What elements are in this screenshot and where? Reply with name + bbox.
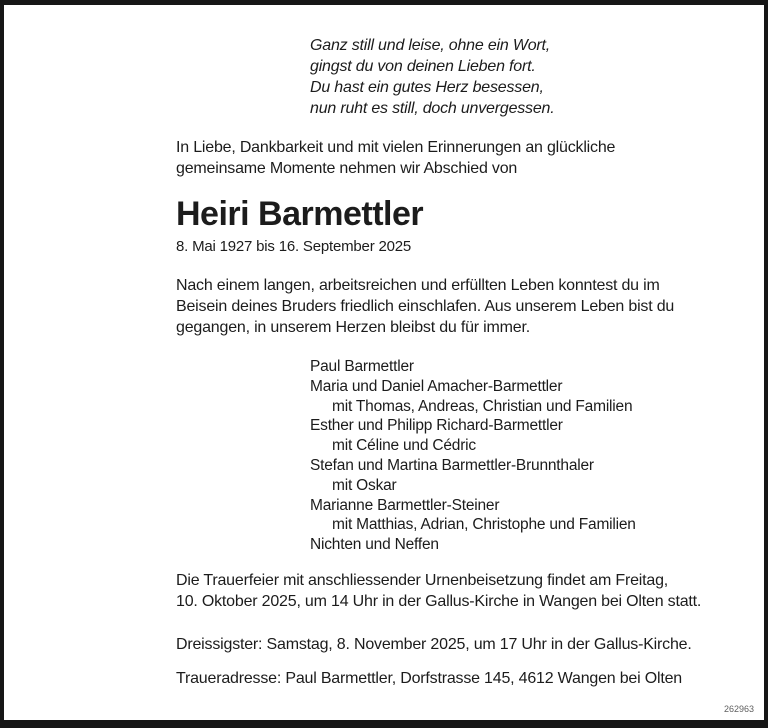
thirtieth-day-mass-info: Dreissigster: Samstag, 8. November 2025, um 17 Uhr in der Gallus-Kirche. [176,636,692,653]
family-member: Stefan und Martina Barmettler-Brunnthaler [310,456,594,474]
intro-line: In Liebe, Dankbarkeit und mit vielen Erinnerungen an glückliche [176,139,616,156]
funeral-info-paragraph [176,570,701,612]
funeral-line: Die Trauerfeier mit anschliessender Urnenbeisetzung findet am Freitag, [176,572,669,589]
notice-reference-number: 262963 [723,704,754,714]
family-member-children: mit Céline und Cédric [332,437,476,455]
family-member: Paul Barmettler [310,358,414,375]
family-member: Marianne Barmettler-Steiner [310,496,500,514]
life-line: Beisein deines Bruders friedlich einschlafen. Aus unserem Leben bist du [176,298,675,315]
life-paragraph [176,275,674,338]
funeral-line: 10. Oktober 2025, um 14 Uhr in der Gallus-Kirche in Wangen bei Olten statt. [176,593,702,610]
poem-line: Ganz still und leise, ohne ein Wort, [310,37,551,54]
poem-line: Du hast ein gutes Herz besessen, [310,79,544,96]
life-line: gegangen, in unserem Herzen bleibst du für immer. [176,319,530,336]
family-member-children: mit Oskar [332,476,397,494]
mourning-family-list [310,357,636,555]
life-dates: 8. Mai 1927 bis 16. September 2025 [176,238,412,255]
deceased-name: Heiri Barmettler [176,195,424,233]
memorial-poem [310,35,555,119]
family-member: Esther und Philipp Richard-Barmettler [310,417,563,435]
life-line: Nach einem langen, arbeitsreichen und erfüllten Leben konntest du im [176,277,660,294]
family-member: Maria und Daniel Amacher-Barmettler [310,377,563,395]
intro-paragraph [176,137,615,179]
family-member-children: mit Thomas, Andreas, Christian und Familien [332,397,633,415]
poem-line: gingst du von deinen Lieben fort. [310,58,536,75]
family-member-children: mit Matthias, Adrian, Christophe und Familien [332,516,636,534]
poem-line: nun ruht es still, doch unvergessen. [310,100,555,117]
family-member: Nichten und Neffen [310,536,439,554]
mourning-address: Traueradresse: Paul Barmettler, Dorfstrasse 145, 4612 Wangen bei Olten [176,670,682,687]
intro-line: gemeinsame Momente nehmen wir Abschied von [176,160,518,177]
